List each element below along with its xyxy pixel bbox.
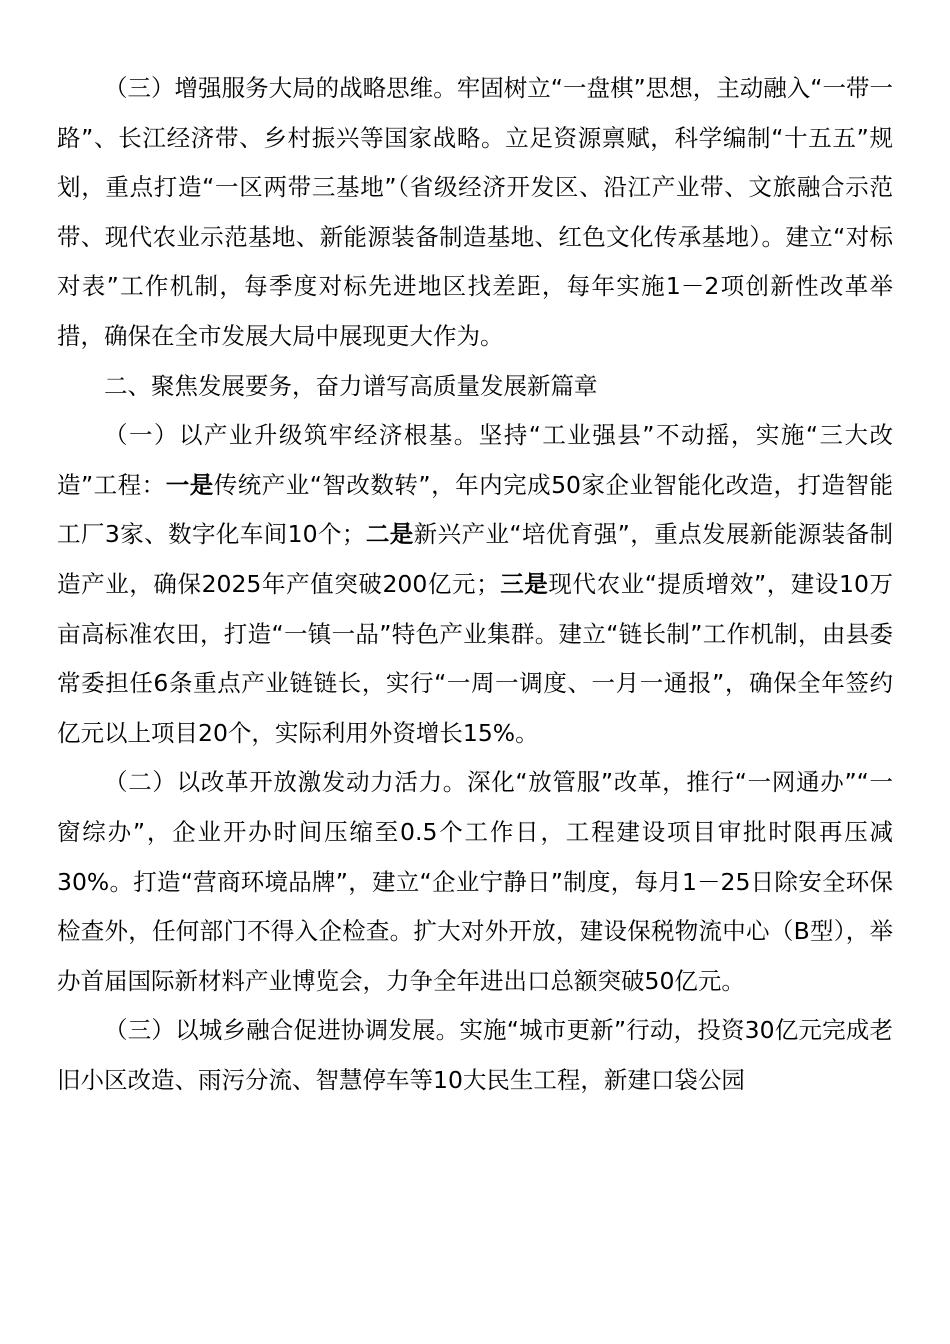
paragraph-urban-rural: （三）以城乡融合促进协调发展。实施“城市更新”行动，投资30亿元完成老旧小区改造、雨污分流、智慧停车等10大民生工程，新建口袋公园	[57, 1016, 893, 1094]
bold-label-second: 二是	[365, 520, 414, 549]
bold-label-third: 三是	[499, 569, 549, 598]
paragraph-reform-opening: （二）以改革开放激发动力活力。深化“放管服”改革，推行“一网通办”“一窗综办”，企业开办时间压缩至0.5个工作日，工程建设项目审批时限再压减30%。打造“营商环境品牌”，建立“企业宁静日”制度，每月1－25日除安全环保检查外，任何部门不得入企检查。扩大对外开放，建设保税物流中心（B型），举办首届国际新材料产业博览会，力争全年进出口总额突破50亿元。	[57, 768, 893, 995]
paragraph-strategic-thinking: （三）增强服务大局的战略思维。牢固树立“一盘棋”思想，主动融入“一带一路”、长江经济带、乡村振兴等国家战略。立足资源禀赋，科学编制“十五五”规划，重点打造“一区两带三基地”（省级经济开发区、沿江产业带、文旅融合示范带、现代农业示范基地、新能源装备制造基地、红色文化传承基地）。建立“对标对表”工作机制，每季度对标先进地区找差距，每年实施1－2项创新性改革举措，确保在全市发展大局中展现更大作为。	[57, 74, 893, 350]
paragraph-industry-upgrade	[57, 411, 893, 758]
paragraph-text-first: 传统产业“智改数转”，年内完成50家企业智能化改造，打造智能工厂3家、数字化车间10个；	[57, 470, 893, 549]
paragraph-text-second: 新兴产业“培优育强”，重点发展新能源装备制造产业，确保2025年产值突破200亿元；	[57, 520, 893, 598]
paragraph-text-third: 现代农业“提质增效”，建设10万亩高标准农田，打造“一镇一品”特色产业集群。建立“链长制”工作机制，由县委常委担任6条重点产业链链长，实行“一周一调度、一月一通报”，确保全年签约亿元以上项目20个，实际利用外资增长15%。	[57, 569, 893, 747]
document-body	[57, 64, 893, 1105]
bold-label-first: 一是	[165, 470, 214, 499]
paragraph-intro: （一）以产业升级筑牢经济根基。坚持“工业强县”不动摇，实施“三大改造”工程：	[57, 421, 893, 499]
section-heading-2: 二、聚焦发展要务，奋力谱写高质量发展新篇章	[104, 371, 598, 400]
